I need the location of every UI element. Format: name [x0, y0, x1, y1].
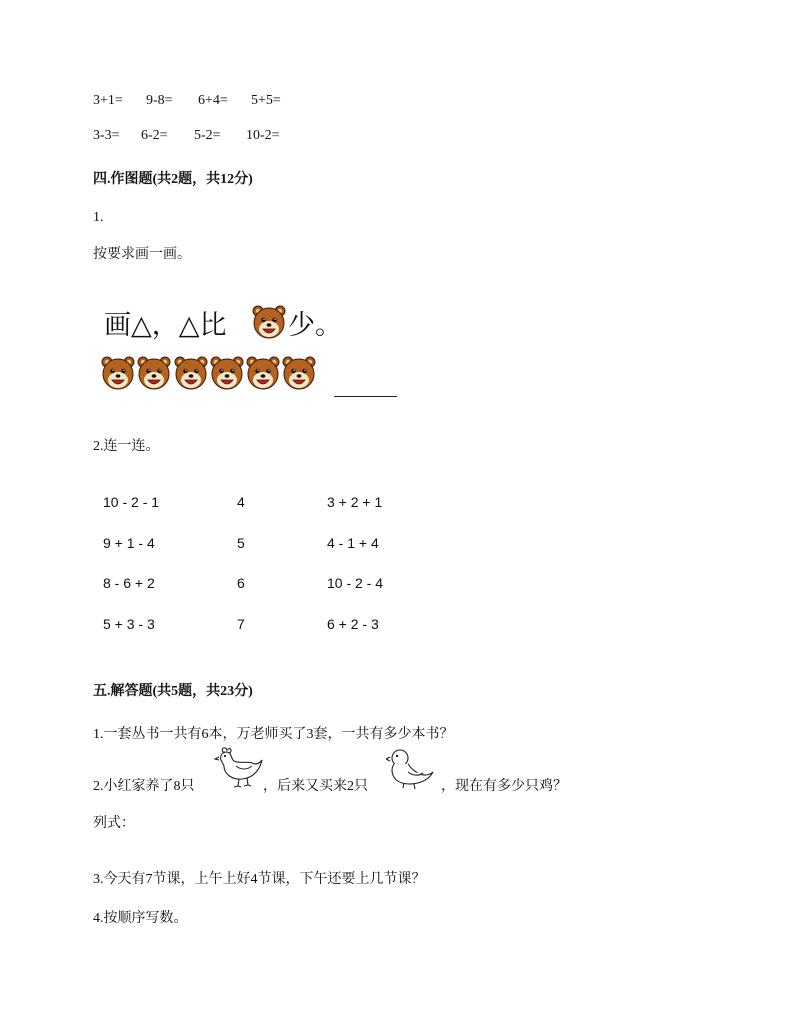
- match-left-1[interactable]: 10 - 2 - 1: [103, 494, 160, 510]
- match-right-2[interactable]: 4 - 1 + 4: [327, 535, 379, 551]
- bear-icon: [101, 355, 135, 391]
- match-mid-2[interactable]: 5: [237, 535, 245, 551]
- bear-icon: [174, 355, 208, 391]
- section4-heading: 四.作图题(共2题，共12分): [93, 172, 253, 187]
- s5-q2-part-a: 2.小红家养了8只: [93, 779, 195, 794]
- bear-icon: [210, 355, 244, 391]
- s5-q2-part-b: ，后来又买来2只: [263, 779, 368, 794]
- s4-q1-prompt-b: 少。: [288, 310, 342, 341]
- arith-1-3: 6+4=: [198, 93, 228, 108]
- bear-icon: [137, 355, 171, 391]
- arith-2-4: 10-2=: [246, 128, 280, 143]
- s5-q1: 1.一套丛书一共有6本，万老师买了3套，一共有多少本书？: [93, 727, 454, 742]
- chick-icon: [386, 748, 438, 790]
- match-right-1[interactable]: 3 + 2 + 1: [327, 494, 383, 510]
- section5-heading: 五.解答题(共5题，共23分): [93, 684, 253, 699]
- s4-q1-instruction: 按要求画一画。: [93, 247, 191, 262]
- answer-line[interactable]: [334, 396, 397, 397]
- match-mid-3[interactable]: 6: [237, 575, 245, 591]
- match-left-3[interactable]: 8 - 6 + 2: [103, 575, 155, 591]
- bear-icon: [252, 304, 286, 340]
- s4-q1-number: 1.: [93, 210, 104, 225]
- s5-q3: 3.今天有7节课，上午上好4节课，下午还要上几节课？: [93, 872, 426, 887]
- arith-2-3: 5-2=: [194, 128, 221, 143]
- s5-q4: 4.按顺序写数。: [93, 911, 188, 926]
- s4-q1-prompt-a: 画△，△比: [104, 310, 227, 341]
- arith-1-2: 9-8=: [146, 93, 173, 108]
- arith-1-4: 5+5=: [251, 93, 281, 108]
- bear-icon: [246, 355, 280, 391]
- arith-2-2: 6-2=: [141, 128, 168, 143]
- s5-q2-label: 列式：: [93, 816, 135, 831]
- arith-2-1: 3-3=: [93, 128, 120, 143]
- s4-q2-title: 2.连一连。: [93, 439, 160, 454]
- match-right-4[interactable]: 6 + 2 - 3: [327, 616, 379, 632]
- match-mid-4[interactable]: 7: [237, 616, 245, 632]
- arith-1-1: 3+1=: [93, 93, 123, 108]
- s5-q2-part-c: ，现在有多少只鸡？: [441, 779, 567, 794]
- match-left-2[interactable]: 9 + 1 - 4: [103, 535, 155, 551]
- hen-icon: [214, 744, 266, 790]
- match-mid-1[interactable]: 4: [237, 494, 245, 510]
- match-left-4[interactable]: 5 + 3 - 3: [103, 616, 155, 632]
- bear-icon: [282, 355, 316, 391]
- match-right-3[interactable]: 10 - 2 - 4: [327, 575, 384, 591]
